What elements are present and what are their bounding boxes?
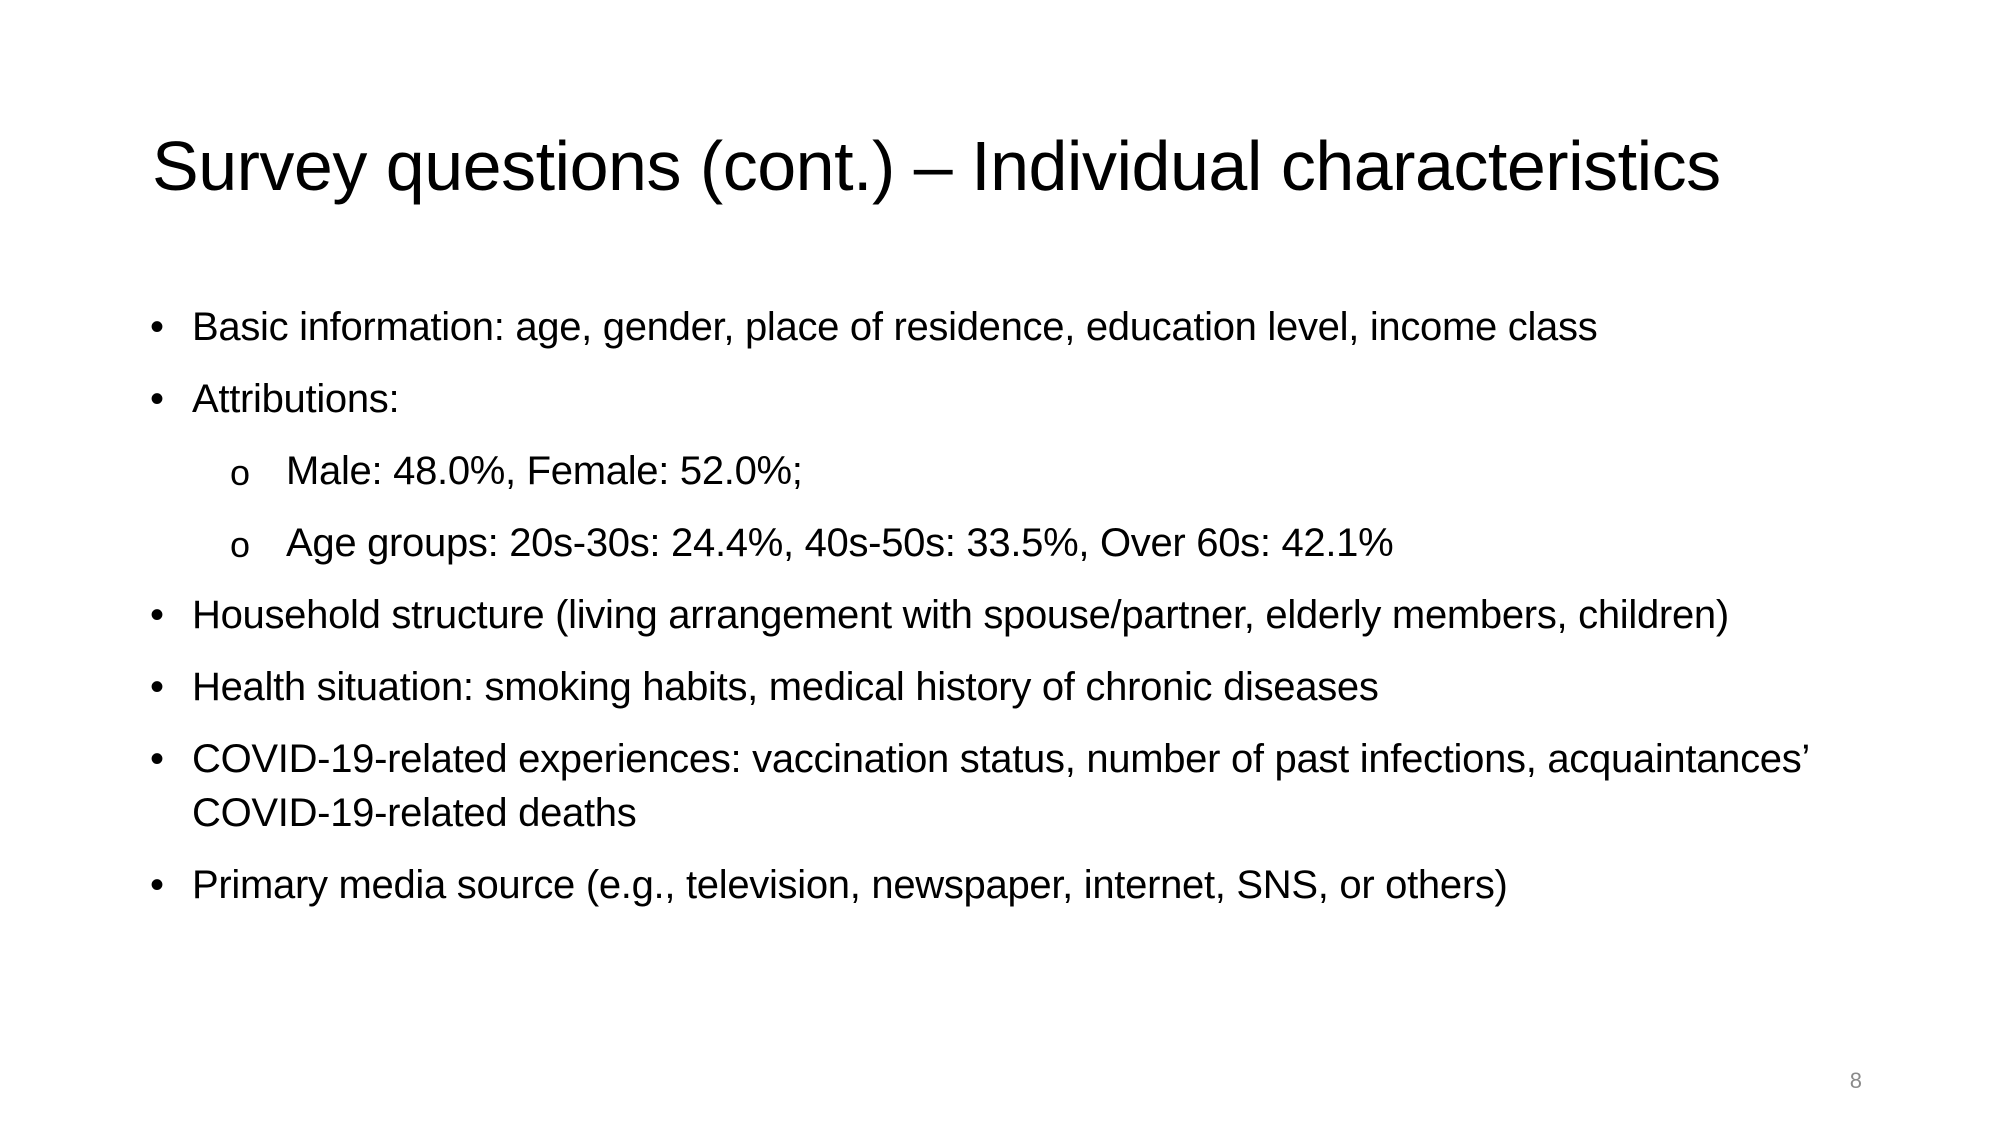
sub-bullet-text: Age groups: 20s-30s: 24.4%, 40s-50s: 33.5%, Over 60s: 42.1% — [286, 521, 1394, 565]
sub-bullet-text: Male: 48.0%, Female: 52.0%; — [286, 449, 803, 493]
sub-bullet-marker: o — [230, 524, 250, 565]
slide-title: Survey questions (cont.) – Individual characteristics — [152, 127, 1721, 205]
sub-bullet-age-groups — [150, 516, 1870, 570]
bullet-health-situation — [150, 660, 1870, 714]
bullet-covid-experiences — [150, 732, 1870, 840]
bullet-text: Basic information: age, gender, place of residence, education level, income class — [192, 305, 1598, 349]
bullet-marker: • — [150, 665, 164, 709]
bullet-list — [150, 300, 1870, 930]
page-number: 8 — [1849, 1068, 1862, 1093]
bullet-basic-information — [150, 300, 1870, 354]
bullet-text: Attributions: — [192, 377, 400, 421]
bullet-marker: • — [150, 593, 164, 637]
bullet-marker: • — [150, 377, 164, 421]
bullet-text: Household structure (living arrangement with spouse/partner, elderly members, children) — [192, 593, 1729, 637]
bullet-media-source — [150, 858, 1870, 912]
sub-bullet-gender — [150, 444, 1870, 498]
bullet-text: COVID-19-related experiences: vaccination status, number of past infections, acquaintances’ COVID-19-related deaths — [192, 737, 1809, 835]
sub-bullet-marker: o — [230, 452, 250, 493]
bullet-marker: • — [150, 863, 164, 907]
bullet-text: Primary media source (e.g., television, newspaper, internet, SNS, or others) — [192, 863, 1508, 907]
bullet-text: Health situation: smoking habits, medical history of chronic diseases — [192, 665, 1379, 709]
bullet-attributions — [150, 372, 1870, 426]
bullet-marker: • — [150, 737, 164, 781]
bullet-marker: • — [150, 305, 164, 349]
bullet-household-structure — [150, 588, 1870, 642]
